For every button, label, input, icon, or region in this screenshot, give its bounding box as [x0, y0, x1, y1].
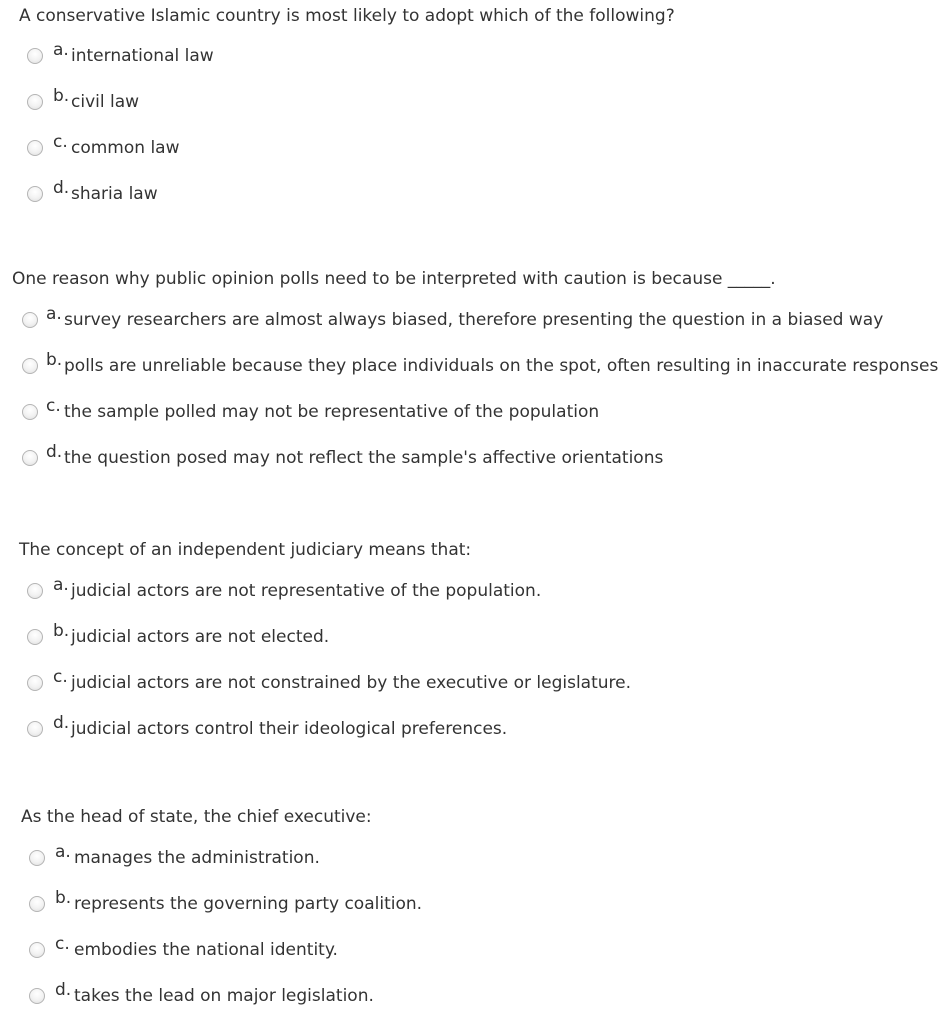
question-3-option-b[interactable] [27, 621, 944, 655]
radio-button[interactable] [29, 942, 45, 958]
radio-button[interactable] [27, 186, 43, 202]
option-letter: d. [53, 713, 70, 733]
question-1-option-a[interactable] [27, 40, 944, 74]
radio-button[interactable] [27, 94, 43, 110]
option-label: the question posed may not reflect the sample's affective orientations [64, 448, 664, 468]
option-label: judicial actors are not representative of the population. [71, 581, 542, 601]
radio-button[interactable] [27, 48, 43, 64]
option-label: the sample polled may not be representative of the population [64, 402, 600, 422]
question-4-option-b[interactable] [29, 888, 944, 922]
question-2-option-d[interactable] [22, 442, 944, 476]
radio-button[interactable] [27, 629, 43, 645]
option-letter: b. [53, 86, 70, 106]
option-label: embodies the national identity. [74, 940, 338, 960]
option-label: civil law [71, 92, 140, 112]
radio-button[interactable] [29, 988, 45, 1004]
question-4-text: As the head of state, the chief executive: [21, 807, 372, 827]
option-letter: c. [55, 934, 70, 954]
question-3-text: The concept of an independent judiciary means that: [19, 540, 472, 560]
question-1-option-d[interactable] [27, 178, 944, 212]
question-2-option-c[interactable] [22, 396, 944, 430]
question-1-option-c[interactable] [27, 132, 944, 166]
radio-button[interactable] [22, 404, 38, 420]
question-4-option-c[interactable] [29, 934, 944, 968]
option-letter: b. [46, 350, 63, 370]
option-label: survey researchers are almost always biased, therefore presenting the question in a biased way [64, 310, 884, 330]
option-letter: a. [55, 842, 71, 862]
radio-button[interactable] [27, 583, 43, 599]
option-letter: d. [53, 178, 70, 198]
radio-button[interactable] [27, 140, 43, 156]
option-label: manages the administration. [74, 848, 320, 868]
question-1-text: A conservative Islamic country is most likely to adopt which of the following? [19, 6, 675, 26]
option-label: international law [71, 46, 214, 66]
radio-button[interactable] [29, 896, 45, 912]
question-4-option-a[interactable] [29, 842, 944, 876]
radio-button[interactable] [27, 675, 43, 691]
option-label: judicial actors control their ideological preferences. [71, 719, 508, 739]
option-letter: b. [55, 888, 72, 908]
radio-button[interactable] [22, 450, 38, 466]
question-4-option-d[interactable] [29, 980, 944, 1014]
option-letter: c. [46, 396, 61, 416]
option-label: judicial actors are not constrained by the executive or legislature. [71, 673, 632, 693]
option-letter: d. [55, 980, 72, 1000]
option-label: common law [71, 138, 180, 158]
option-letter: a. [53, 575, 69, 595]
radio-button[interactable] [22, 358, 38, 374]
question-1-option-b[interactable] [27, 86, 944, 120]
question-3-option-a[interactable] [27, 575, 944, 609]
question-3-option-c[interactable] [27, 667, 944, 701]
question-2-option-a[interactable] [22, 304, 944, 338]
question-3-option-d[interactable] [27, 713, 944, 747]
option-label: judicial actors are not elected. [71, 627, 330, 647]
option-label: sharia law [71, 184, 158, 204]
option-label: takes the lead on major legislation. [74, 986, 374, 1006]
radio-button[interactable] [27, 721, 43, 737]
option-label: represents the governing party coalition. [74, 894, 423, 914]
option-letter: c. [53, 667, 68, 687]
radio-button[interactable] [29, 850, 45, 866]
option-letter: d. [46, 442, 63, 462]
option-letter: b. [53, 621, 70, 641]
option-label: polls are unreliable because they place individuals on the spot, often resulting in inaccurate responses [64, 356, 939, 376]
radio-button[interactable] [22, 312, 38, 328]
option-letter: a. [53, 40, 69, 60]
question-2-text: One reason why public opinion polls need to be interpreted with caution is because _____. [12, 269, 776, 289]
option-letter: a. [46, 304, 62, 324]
question-2-option-b[interactable] [22, 350, 944, 384]
option-letter: c. [53, 132, 68, 152]
